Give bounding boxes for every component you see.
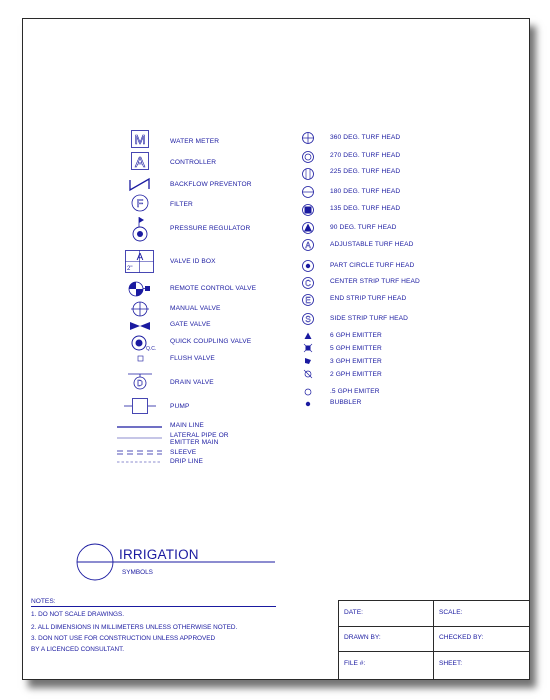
pressure-regulator-label: PRESSURE REGULATOR	[170, 225, 251, 232]
file-number-field: FILE #:	[344, 660, 366, 667]
emitter-6gph-icon	[303, 331, 313, 341]
checked-by-field: CHECKED BY:	[439, 634, 484, 641]
turf-head-360-icon	[301, 131, 315, 145]
emitter-3gph-icon	[303, 356, 313, 366]
svg-text:C: C	[305, 279, 311, 288]
adjustable-turf-head-label: ADJUSTABLE TURF HEAD	[330, 241, 414, 248]
pressure-regulator-icon	[131, 215, 151, 243]
remote-control-valve-label: REMOTE CONTROL VALVE	[170, 285, 257, 292]
turf-head-225-label: 225 DEG. TURF HEAD	[330, 168, 401, 175]
svg-text:2": 2"	[127, 266, 133, 272]
emitter-5gph-icon	[303, 343, 313, 353]
backflow-preventor-label: BACKFLOW PREVENTOR	[170, 181, 252, 188]
emitter-6gph-label: 6 GPH EMITTER	[330, 332, 382, 339]
turf-head-360-label: 360 DEG. TURF HEAD	[330, 134, 401, 141]
note-1: 1. DO NOT SCALE DRAWINGS.	[31, 611, 125, 618]
emitter-half-gph-label: .5 GPH EMITER	[330, 388, 380, 395]
bubbler-icon	[303, 399, 313, 409]
notes-divider	[31, 606, 276, 607]
drip-line-icon	[117, 460, 163, 464]
gate-valve-label: GATE VALVE	[170, 321, 211, 328]
part-circle-turf-head-label: PART CIRCLE TURF HEAD	[330, 262, 415, 269]
svg-text:S: S	[305, 315, 311, 324]
filter-label: FILTER	[170, 201, 193, 208]
center-strip-turf-head-icon	[301, 276, 315, 290]
drip-line-label: DRIP LINE	[170, 458, 204, 465]
filter-icon	[131, 194, 151, 214]
date-field: DATE:	[344, 609, 363, 616]
lateral-pipe-label: LATERAL PIPE OR	[170, 432, 229, 439]
water-meter-label: WATER METER	[170, 138, 220, 145]
title-block-row-divider	[339, 626, 529, 627]
turf-head-270-label: 270 DEG. TURF HEAD	[330, 152, 401, 159]
title-block-column-divider	[433, 601, 434, 679]
center-strip-turf-head-label: CENTER STRIP TURF HEAD	[330, 278, 420, 285]
controller-icon	[131, 152, 151, 172]
emitter-2gph-icon	[303, 369, 313, 379]
remote-control-valve-icon	[127, 280, 155, 298]
drain-valve-label: DRAIN VALVE	[170, 379, 214, 386]
end-strip-turf-head-label: END STRIP TURF HEAD	[330, 295, 407, 302]
turf-head-135-label: 135 DEG. TURF HEAD	[330, 205, 401, 212]
quick-coupling-valve-label: QUICK COUPLING VALVE	[170, 338, 252, 345]
turf-head-180-label: 180 DEG. TURF HEAD	[330, 188, 401, 195]
svg-text:D: D	[137, 379, 143, 388]
lateral-pipe-icon	[117, 436, 163, 440]
drain-valve-icon	[128, 370, 154, 392]
svg-text:F: F	[136, 198, 144, 210]
end-strip-turf-head-icon	[301, 293, 315, 307]
note-3: 3. DON NOT USE FOR CONSTRUCTION UNLESS APPROVED	[31, 635, 216, 642]
emitter-5gph-label: 5 GPH EMITTER	[330, 345, 382, 352]
sheet-field: SHEET:	[439, 660, 463, 667]
emitter-2gph-label: 2 GPH EMITTER	[330, 371, 382, 378]
lateral-pipe-label-2: EMITTER MAIN	[170, 439, 219, 446]
sleeve-line-icon	[117, 449, 163, 457]
drawing-title: IRRIGATION	[119, 547, 199, 562]
adjustable-turf-head-icon	[301, 238, 315, 252]
svg-text:A: A	[134, 154, 146, 171]
turf-head-90-label: 90 DEG. TURF HEAD	[330, 224, 397, 231]
note-2: 2. ALL DIMENSIONS IN MILLIMETERS UNLESS OTHERWISE NOTED.	[31, 624, 238, 631]
part-circle-turf-head-icon	[301, 259, 315, 273]
main-line-label: MAIN LINE	[170, 422, 204, 429]
scale-field: SCALE:	[439, 609, 463, 616]
svg-text:M: M	[134, 132, 146, 147]
valve-id-box-icon	[125, 250, 155, 274]
drawn-by-field: DRAWN BY:	[344, 634, 381, 641]
bubbler-label: BUBBLER	[330, 399, 362, 406]
turf-head-225-icon	[301, 167, 315, 181]
side-strip-turf-head-icon	[301, 312, 315, 326]
note-4: BY A LICENCED CONSULTANT.	[31, 646, 125, 653]
controller-label: CONTROLLER	[170, 159, 217, 166]
pump-icon	[124, 396, 158, 416]
manual-valve-label: MANUAL VALVE	[170, 305, 221, 312]
drawing-subtitle: SYMBOLS	[122, 569, 153, 576]
notes-heading: NOTES:	[31, 598, 56, 605]
side-strip-turf-head-label: SIDE STRIP TURF HEAD	[330, 315, 408, 322]
backflow-preventor-icon	[129, 176, 151, 192]
emitter-3gph-label: 3 GPH EMITTER	[330, 358, 382, 365]
water-meter-icon	[131, 130, 151, 150]
title-block	[338, 600, 529, 679]
flush-valve-icon	[136, 354, 146, 364]
flush-valve-label: FLUSH VALVE	[170, 355, 215, 362]
valve-id-box-label: VALVE ID BOX	[170, 258, 216, 265]
main-line-icon	[117, 425, 163, 429]
svg-text:Q.C.: Q.C.	[146, 346, 157, 352]
manual-valve-icon	[131, 300, 151, 318]
sleeve-label: SLEEVE	[170, 449, 197, 456]
svg-text:A: A	[136, 252, 144, 263]
turf-head-90-icon	[301, 221, 315, 235]
svg-text:E: E	[305, 296, 311, 305]
title-block-row-divider	[339, 651, 529, 652]
quick-coupling-valve-icon	[130, 334, 162, 352]
gate-valve-icon	[130, 321, 152, 331]
turf-head-180-icon	[301, 185, 315, 199]
pump-label: PUMP	[170, 403, 190, 410]
turf-head-135-icon	[301, 203, 315, 217]
turf-head-270-icon	[301, 150, 315, 164]
emitter-half-gph-icon	[303, 387, 313, 397]
svg-text:A: A	[305, 241, 311, 250]
